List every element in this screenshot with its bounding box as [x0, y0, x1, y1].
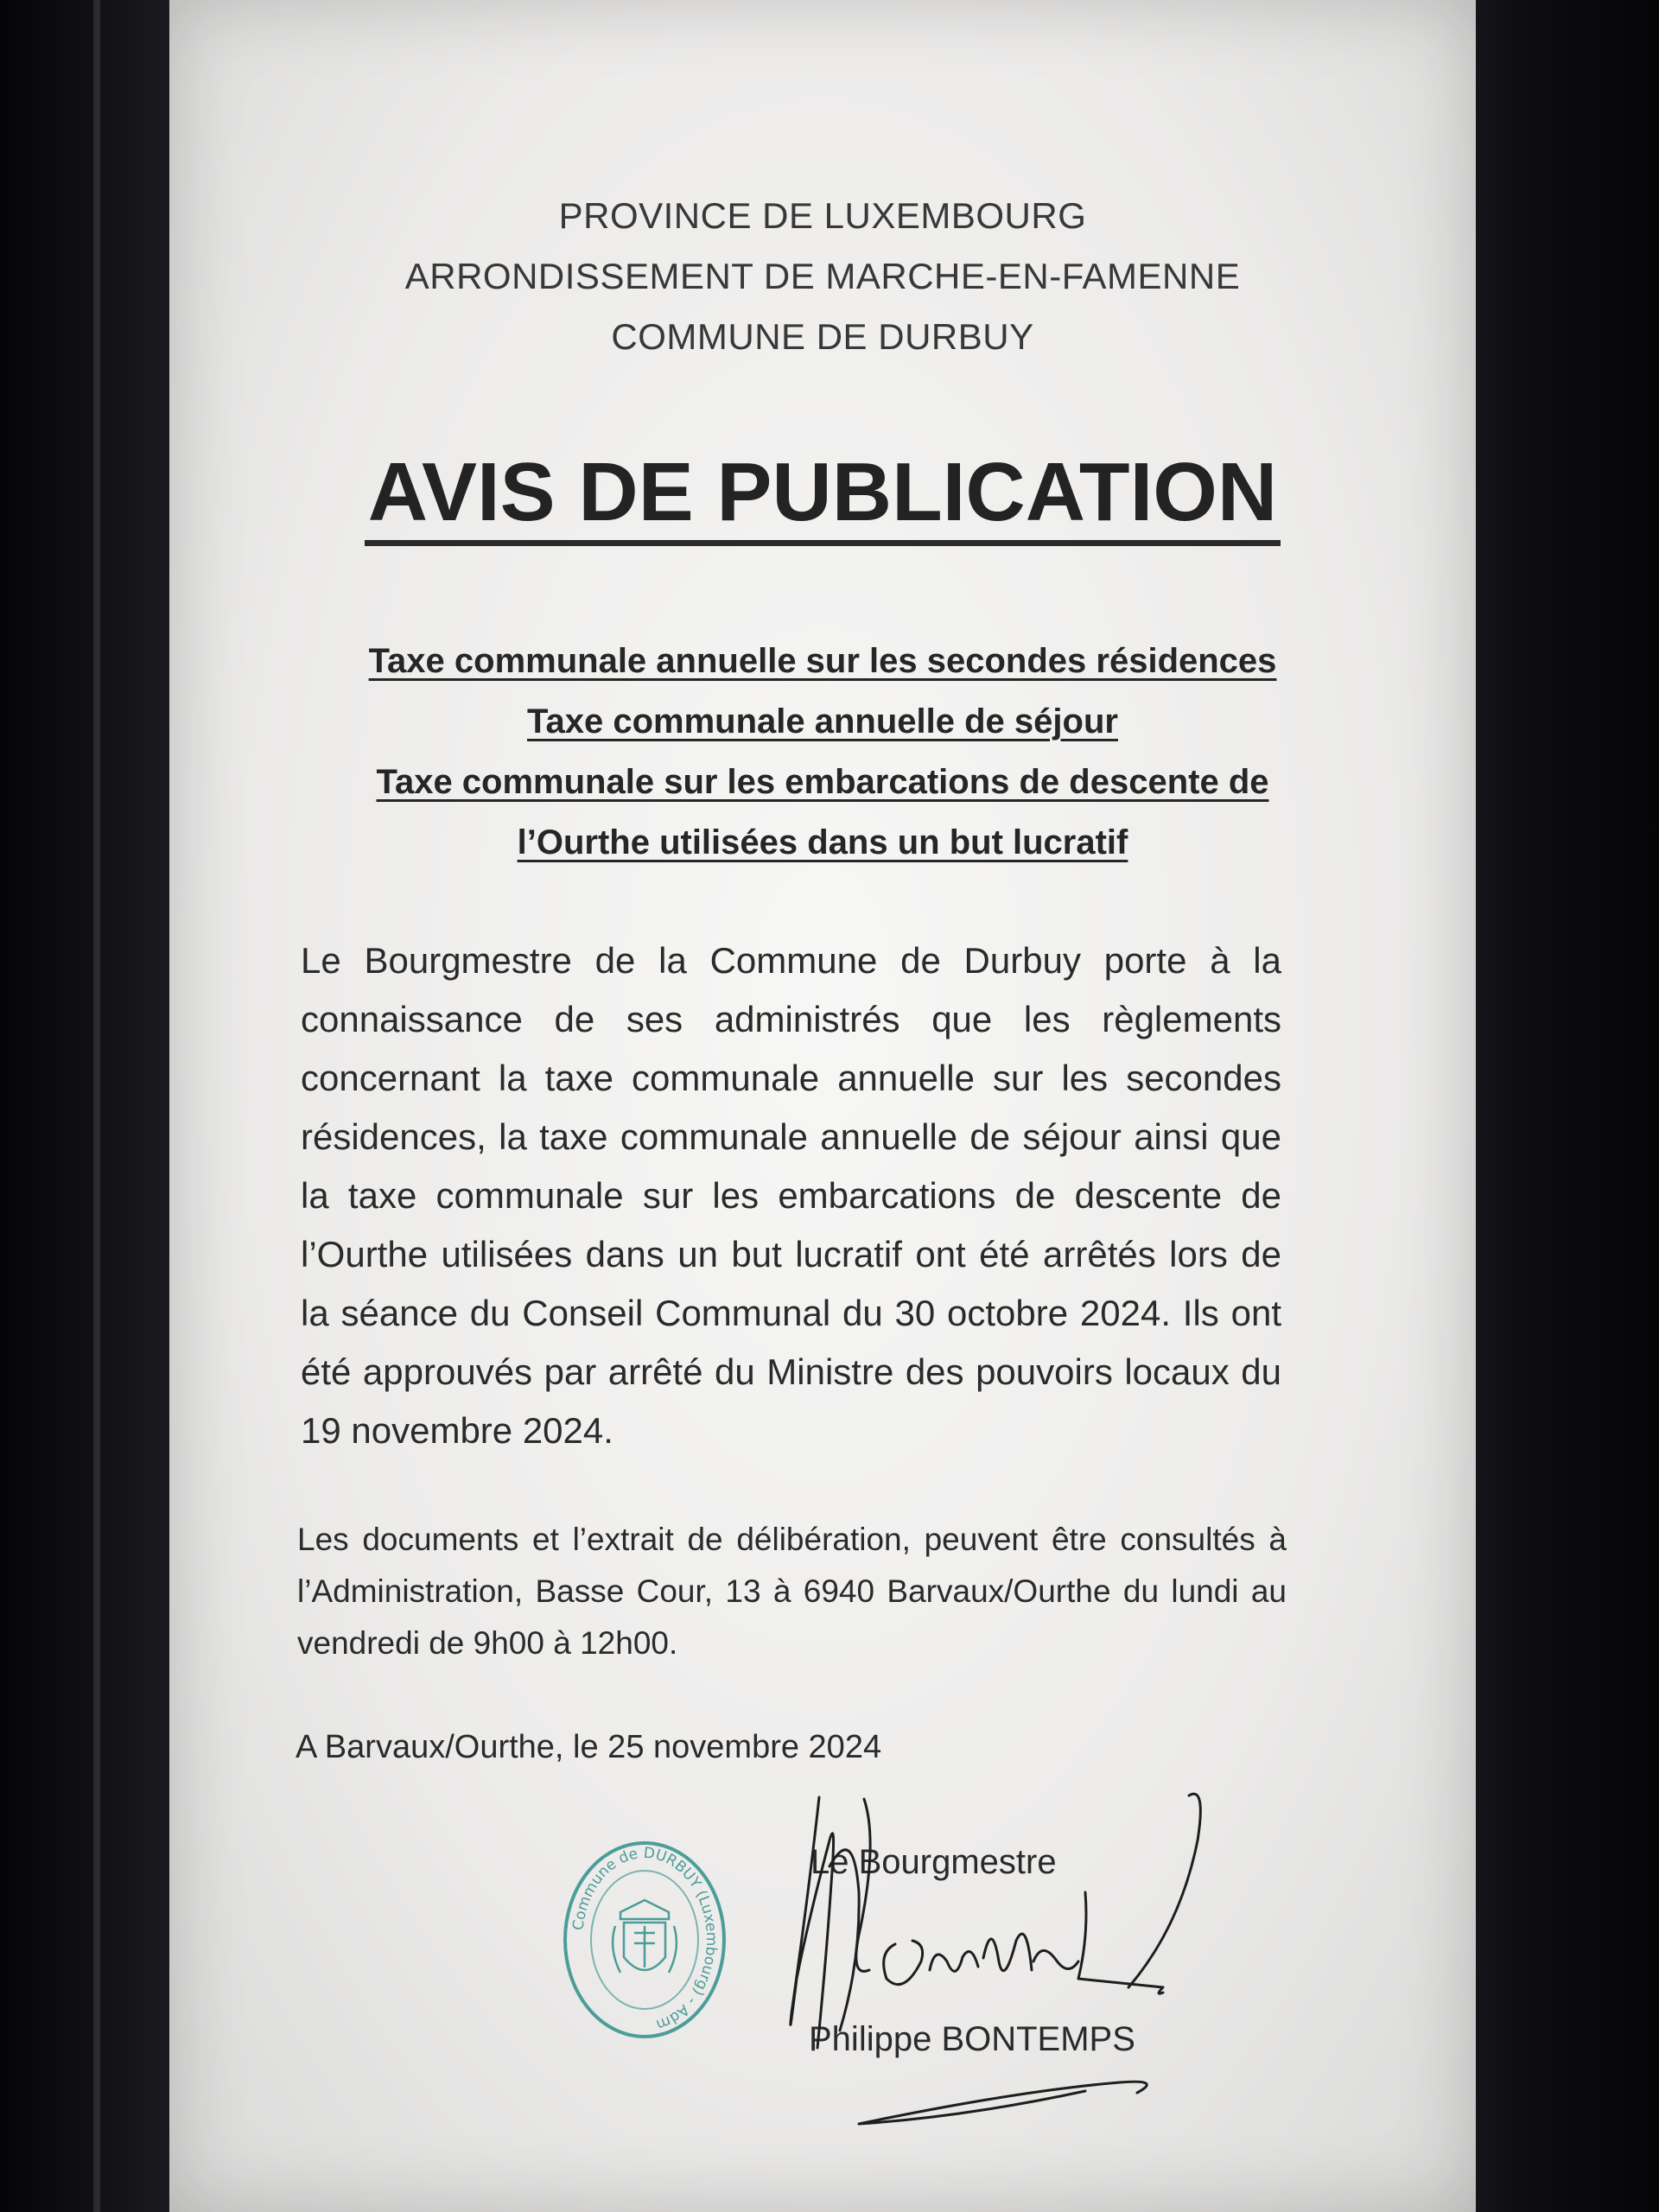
notice-title-text: AVIS DE PUBLICATION	[365, 446, 1281, 546]
notice-subjects	[221, 631, 1424, 873]
header-province: PROVINCE DE LUXEMBOURG	[558, 195, 1087, 236]
svg-text:Commune de DURBUY (Luxembourg): Commune de DURBUY (Luxembourg) - Adm	[569, 1844, 721, 2034]
consultation-paragraph: Les documents et l’extrait de délibération, peuvent être consultés à l’Administration, Basse Cour, 13 à 6940 Barvaux/Ourthe du lundi au vendredi de 9h00 à 12h00.	[297, 1522, 1287, 1661]
handwritten-signature-icon	[757, 1789, 1310, 2134]
place-and-date: A Barvaux/Ourthe, le 25 novembre 2024	[296, 1729, 882, 1765]
subject-line: Taxe communale annuelle sur les secondes résidences	[368, 642, 1277, 680]
display-frame-left	[0, 0, 173, 2212]
notice-header	[169, 186, 1476, 367]
subject-line: l’Ourthe utilisées dans un but lucratif	[517, 823, 1128, 861]
subject-line: Taxe communale sur les embarcations de descente de	[376, 763, 1269, 801]
notice-body-paragraph: Le Bourgmestre de la Commune de Durbuy porte à la connaissance de ses administrés que les règlements concernant la taxe communale annuelle sur les secondes résidences, la taxe communale annuelle de séjour ainsi que la taxe communale sur les embarcations de descente de l’Ourthe utilisées dans un but lucratif ont été arrêtés lors de la séance du Conseil Communal du 30 octobre 2024. Ils ont été approuvés par arrêté du Ministre des pouvoirs locaux du 19 novembre 2024.	[301, 940, 1281, 1451]
notice-sheet	[169, 0, 1476, 2212]
display-frame-trim	[93, 0, 100, 2212]
notice-title	[169, 441, 1476, 544]
display-frame-right	[1469, 0, 1659, 2212]
signatory-title: Le Bourgmestre	[810, 1843, 1057, 1881]
header-arrondissement: ARRONDISSEMENT DE MARCHE-EN-FAMENNE	[404, 256, 1241, 296]
subject-line: Taxe communale annuelle de séjour	[527, 702, 1118, 741]
commune-stamp-icon	[560, 1836, 729, 2044]
signatory-name: Philippe BONTEMPS	[809, 2020, 1135, 2058]
header-commune: COMMUNE DE DURBUY	[611, 316, 1034, 357]
